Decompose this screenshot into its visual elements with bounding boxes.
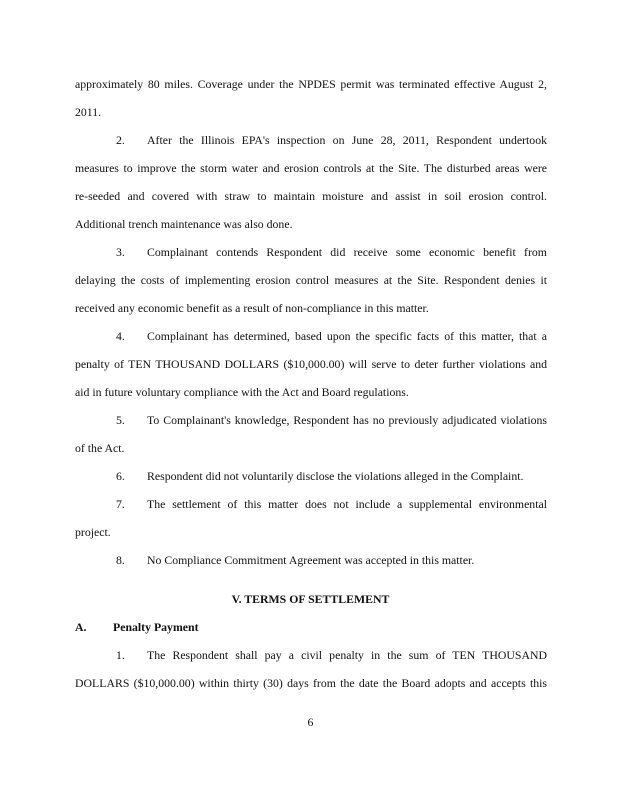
paragraph-8-line-1: No Compliance Commitment Agreement was accepted in this matter. xyxy=(147,553,475,567)
payment-paragraph-line-1: The Respondent shall pay a civil penalty in the sum of TEN THOUSAND xyxy=(147,648,547,662)
intro-line-2: 2011. xyxy=(75,105,102,119)
payment-paragraph-number: 1. xyxy=(116,648,125,662)
paragraph-8-number: 8. xyxy=(116,553,125,567)
paragraph-7-number: 7. xyxy=(116,497,125,511)
paragraph-4-number: 4. xyxy=(116,329,125,343)
paragraph-4-line-1: Complainant has determined, based upon the specific facts of this matter, that a xyxy=(147,329,547,343)
paragraph-6-line-1: Respondent did not voluntarily disclose the violations alleged in the Complaint. xyxy=(147,469,524,483)
paragraph-3-number: 3. xyxy=(116,245,125,259)
paragraph-2-line-1: After the Illinois EPA's inspection on June 28, 2011, Respondent undertook xyxy=(147,133,547,147)
section-heading: V. TERMS OF SETTLEMENT xyxy=(231,592,390,606)
intro-line-1: approximately 80 miles. Coverage under the NPDES permit was terminated effective August 2, xyxy=(75,77,547,91)
paragraph-4-line-3: aid in future voluntary compliance with the Act and Board regulations. xyxy=(75,385,409,399)
paragraph-6-number: 6. xyxy=(116,469,125,483)
paragraph-5-line-2: of the Act. xyxy=(75,441,125,455)
paragraph-2-number: 2. xyxy=(116,133,125,147)
paragraph-5-number: 5. xyxy=(116,413,125,427)
paragraph-2-line-2: measures to improve the storm water and erosion controls at the Site. The disturbed areas were xyxy=(75,161,547,175)
paragraph-3-line-1: Complainant contends Respondent did receive some economic benefit from xyxy=(147,245,547,259)
paragraph-4-line-2: penalty of TEN THOUSAND DOLLARS ($10,000.00) will serve to deter further violations and xyxy=(75,357,547,371)
paragraph-3-line-3: received any economic benefit as a result of non-compliance in this matter. xyxy=(75,301,429,315)
paragraph-2-line-4: Additional trench maintenance was also done. xyxy=(75,217,293,231)
payment-paragraph-line-2: DOLLARS ($10,000.00) within thirty (30) days from the date the Board adopts and accepts this xyxy=(75,676,547,690)
paragraph-3-line-2: delaying the costs of implementing erosion control measures at the Site. Respondent denies it xyxy=(75,273,547,287)
paragraph-5-line-1: To Complainant's knowledge, Respondent has no previously adjudicated violations xyxy=(147,413,547,427)
subsection-letter: A. xyxy=(75,620,87,634)
paragraph-7-line-2: project. xyxy=(75,525,111,539)
subsection-title: Penalty Payment xyxy=(113,620,199,634)
page-number: 6 xyxy=(307,715,314,729)
paragraph-7-line-1: The settlement of this matter does not include a supplemental environmental xyxy=(147,497,547,511)
paragraph-2-line-3: re-seeded and covered with straw to maintain moisture and assist in soil erosion control. xyxy=(75,189,547,203)
